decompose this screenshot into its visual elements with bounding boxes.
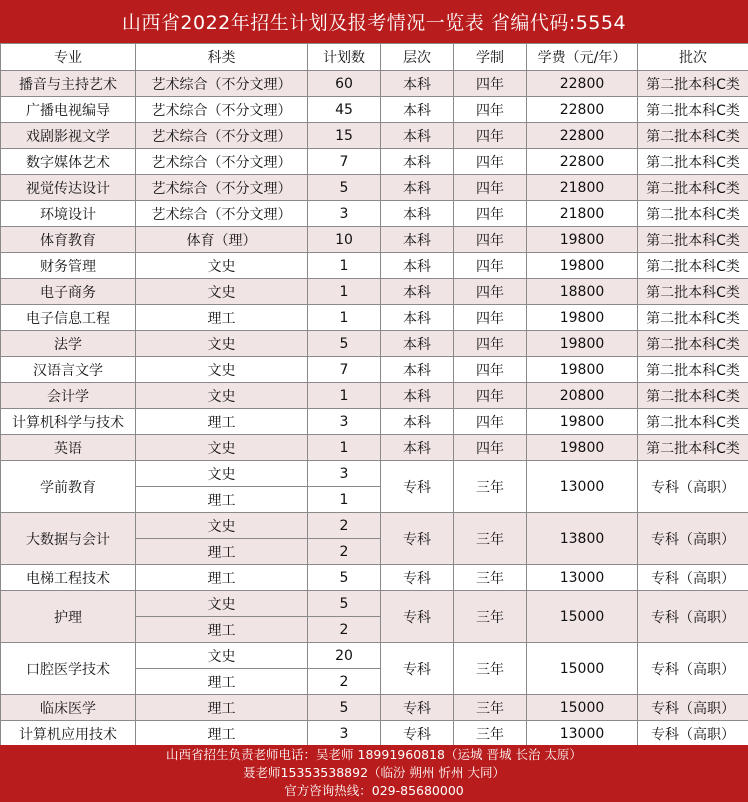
fee-cell: 15000 [527,643,638,695]
batch-cell: 第二批本科C类 [638,227,748,253]
category-cell: 理工 [136,305,308,331]
batch-cell: 第二批本科C类 [638,253,748,279]
years-cell: 四年 [454,97,527,123]
header-plan: 计划数 [308,44,381,71]
fee-cell: 13000 [527,721,638,747]
batch-cell: 第二批本科C类 [638,97,748,123]
major-cell: 电梯工程技术 [1,565,136,591]
years-cell: 三年 [454,565,527,591]
level-cell: 专科 [381,513,454,565]
category-cell: 艺术综合（不分文理） [136,71,308,97]
header-level: 层次 [381,44,454,71]
table-row [1,721,748,747]
fee-cell: 15000 [527,695,638,721]
level-cell: 专科 [381,565,454,591]
fee-cell: 21800 [527,175,638,201]
table-row [1,565,748,591]
category-cell: 文史 [136,279,308,305]
plan-cell: 5 [308,331,381,357]
level-cell: 本科 [381,331,454,357]
major-cell: 临床医学 [1,695,136,721]
plan-cell: 2 [308,513,381,539]
category-cell: 理工 [136,409,308,435]
batch-cell: 专科（高职） [638,565,748,591]
level-cell: 本科 [381,279,454,305]
major-cell: 口腔医学技术 [1,643,136,695]
years-cell: 四年 [454,305,527,331]
years-cell: 三年 [454,721,527,747]
batch-cell: 专科（高职） [638,461,748,513]
batch-cell: 专科（高职） [638,695,748,721]
major-cell: 大数据与会计 [1,513,136,565]
plan-cell: 5 [308,591,381,617]
category-cell: 文史 [136,591,308,617]
level-cell: 本科 [381,123,454,149]
years-cell: 四年 [454,331,527,357]
category-cell: 艺术综合（不分文理） [136,201,308,227]
fee-cell: 18800 [527,279,638,305]
table-row [1,643,748,669]
fee-cell: 21800 [527,201,638,227]
years-cell: 三年 [454,513,527,565]
table-row [1,513,748,539]
table-row [1,175,748,201]
major-cell: 播音与主持艺术 [1,71,136,97]
major-cell: 汉语言文学 [1,357,136,383]
fee-cell: 19800 [527,409,638,435]
level-cell: 专科 [381,721,454,747]
category-cell: 艺术综合（不分文理） [136,175,308,201]
years-cell: 四年 [454,123,527,149]
level-cell: 本科 [381,253,454,279]
batch-cell: 第二批本科C类 [638,435,748,461]
years-cell: 三年 [454,695,527,721]
table-row [1,279,748,305]
years-cell: 四年 [454,357,527,383]
level-cell: 本科 [381,175,454,201]
plan-table [0,43,748,747]
batch-cell: 第二批本科C类 [638,357,748,383]
plan-cell: 1 [308,435,381,461]
plan-cell: 60 [308,71,381,97]
plan-cell: 5 [308,175,381,201]
level-cell: 本科 [381,71,454,97]
batch-cell: 第二批本科C类 [638,305,748,331]
fee-cell: 22800 [527,149,638,175]
years-cell: 三年 [454,643,527,695]
fee-cell: 22800 [527,71,638,97]
plan-cell: 7 [308,149,381,175]
fee-cell: 15000 [527,591,638,643]
major-cell: 视觉传达设计 [1,175,136,201]
years-cell: 四年 [454,435,527,461]
major-cell: 广播电视编导 [1,97,136,123]
batch-cell: 第二批本科C类 [638,383,748,409]
level-cell: 本科 [381,409,454,435]
table-row [1,357,748,383]
level-cell: 本科 [381,201,454,227]
header-batch: 批次 [638,44,748,71]
batch-cell: 第二批本科C类 [638,409,748,435]
years-cell: 四年 [454,227,527,253]
batch-cell: 专科（高职） [638,513,748,565]
fee-cell: 13000 [527,461,638,513]
plan-cell: 1 [308,253,381,279]
major-cell: 法学 [1,331,136,357]
level-cell: 专科 [381,461,454,513]
header-major: 专业 [1,44,136,71]
plan-cell: 5 [308,565,381,591]
fee-cell: 22800 [527,123,638,149]
major-cell: 戏剧影视文学 [1,123,136,149]
years-cell: 四年 [454,149,527,175]
category-cell: 理工 [136,669,308,695]
major-cell: 会计学 [1,383,136,409]
major-cell: 电子商务 [1,279,136,305]
years-cell: 四年 [454,279,527,305]
batch-cell: 第二批本科C类 [638,331,748,357]
batch-cell: 第二批本科C类 [638,71,748,97]
major-cell: 学前教育 [1,461,136,513]
table-row [1,695,748,721]
category-cell: 理工 [136,487,308,513]
category-cell: 艺术综合（不分文理） [136,123,308,149]
level-cell: 本科 [381,383,454,409]
batch-cell: 专科（高职） [638,643,748,695]
table-row [1,149,748,175]
category-cell: 文史 [136,383,308,409]
level-cell: 本科 [381,149,454,175]
major-cell: 财务管理 [1,253,136,279]
category-cell: 艺术综合（不分文理） [136,97,308,123]
table-row [1,331,748,357]
header-category: 科类 [136,44,308,71]
category-cell: 理工 [136,539,308,565]
footer-line-1: 山西省招生负责老师电话：吴老师 18991960818（运城 晋城 长治 太原） [0,746,748,764]
category-cell: 艺术综合（不分文理） [136,149,308,175]
plan-cell: 45 [308,97,381,123]
table-row [1,123,748,149]
table-row [1,253,748,279]
plan-cell: 3 [308,409,381,435]
plan-cell: 3 [308,721,381,747]
batch-cell: 专科（高职） [638,591,748,643]
plan-cell: 1 [308,305,381,331]
fee-cell: 19800 [527,305,638,331]
fee-cell: 19800 [527,253,638,279]
level-cell: 专科 [381,591,454,643]
category-cell: 文史 [136,357,308,383]
plan-cell: 2 [308,617,381,643]
table-row [1,97,748,123]
years-cell: 四年 [454,409,527,435]
plan-cell: 1 [308,279,381,305]
fee-cell: 13800 [527,513,638,565]
plan-cell: 3 [308,201,381,227]
table-row [1,201,748,227]
years-cell: 四年 [454,253,527,279]
batch-cell: 第二批本科C类 [638,201,748,227]
years-cell: 三年 [454,591,527,643]
major-cell: 环境设计 [1,201,136,227]
category-cell: 文史 [136,331,308,357]
level-cell: 本科 [381,305,454,331]
table-row [1,591,748,617]
header-fee: 学费（元/年） [527,44,638,71]
plan-cell: 3 [308,461,381,487]
page-title: 山西省2022年招生计划及报考情况一览表 省编代码:5554 [122,8,626,35]
table-row [1,461,748,487]
category-cell: 文史 [136,513,308,539]
plan-cell: 5 [308,695,381,721]
level-cell: 本科 [381,227,454,253]
plan-cell: 2 [308,669,381,695]
plan-cell: 7 [308,357,381,383]
years-cell: 四年 [454,201,527,227]
batch-cell: 专科（高职） [638,721,748,747]
years-cell: 四年 [454,175,527,201]
fee-cell: 13000 [527,565,638,591]
plan-cell: 10 [308,227,381,253]
level-cell: 专科 [381,643,454,695]
batch-cell: 第二批本科C类 [638,149,748,175]
plan-cell: 1 [308,487,381,513]
header-row [1,44,748,71]
category-cell: 理工 [136,565,308,591]
major-cell: 计算机科学与技术 [1,409,136,435]
plan-cell: 15 [308,123,381,149]
batch-cell: 第二批本科C类 [638,175,748,201]
category-cell: 文史 [136,253,308,279]
batch-cell: 第二批本科C类 [638,123,748,149]
footer-line-3: 官方咨询热线：029-85680000 [0,782,748,800]
table-row [1,435,748,461]
years-cell: 三年 [454,461,527,513]
major-cell: 护理 [1,591,136,643]
fee-cell: 19800 [527,435,638,461]
batch-cell: 第二批本科C类 [638,279,748,305]
years-cell: 四年 [454,383,527,409]
category-cell: 文史 [136,435,308,461]
table-row [1,227,748,253]
table-row [1,305,748,331]
plan-cell: 20 [308,643,381,669]
major-cell: 英语 [1,435,136,461]
fee-cell: 19800 [527,227,638,253]
table-row [1,383,748,409]
category-cell: 理工 [136,617,308,643]
plan-cell: 2 [308,539,381,565]
major-cell: 电子信息工程 [1,305,136,331]
fee-cell: 22800 [527,97,638,123]
fee-cell: 19800 [527,357,638,383]
fee-cell: 20800 [527,383,638,409]
category-cell: 文史 [136,643,308,669]
level-cell: 专科 [381,695,454,721]
level-cell: 本科 [381,435,454,461]
category-cell: 理工 [136,695,308,721]
major-cell: 计算机应用技术 [1,721,136,747]
contact-footer [0,745,748,802]
level-cell: 本科 [381,97,454,123]
category-cell: 体育（理） [136,227,308,253]
level-cell: 本科 [381,357,454,383]
years-cell: 四年 [454,71,527,97]
footer-line-2: 聂老师15353538892（临汾 朔州 忻州 大同） [0,764,748,782]
title-banner [0,0,748,43]
table-row [1,71,748,97]
major-cell: 体育教育 [1,227,136,253]
header-years: 学制 [454,44,527,71]
table-row [1,409,748,435]
category-cell: 文史 [136,461,308,487]
category-cell: 理工 [136,721,308,747]
major-cell: 数字媒体艺术 [1,149,136,175]
fee-cell: 19800 [527,331,638,357]
table-body [1,71,748,747]
plan-cell: 1 [308,383,381,409]
